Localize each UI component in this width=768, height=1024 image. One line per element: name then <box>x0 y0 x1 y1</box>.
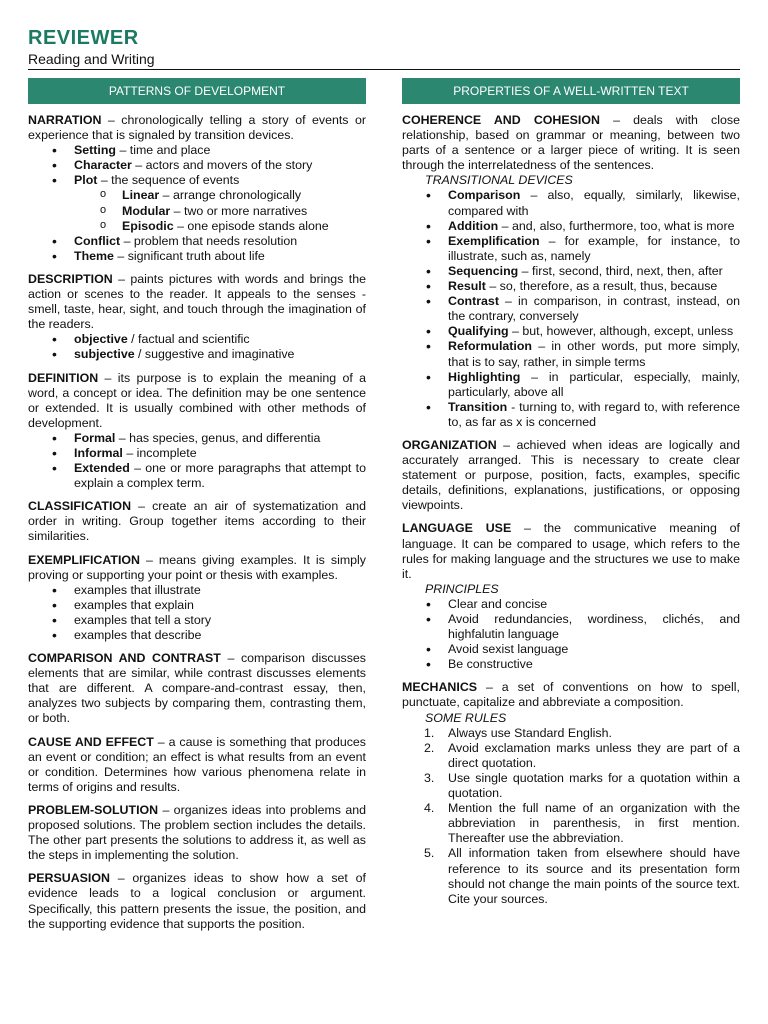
section-coherence <box>402 113 740 430</box>
narration-text: – chronologically telling a story of events or experience that is signaled by transition devices. <box>28 113 366 143</box>
some-rules-heading: SOME RULES <box>425 710 507 725</box>
item-text: – incomplete <box>122 445 197 460</box>
sublist-item <box>28 188 366 203</box>
organization-text: – achieved when ideas are logically and accurately arranged. This is necessary to create clear statement or purpose, position, facts, examples, specific details, definitions, explanations, justifications, or opposing viewpoints. <box>402 437 740 513</box>
section-exemplification <box>28 553 366 644</box>
coherence-paragraph <box>402 113 740 173</box>
transitional-devices-list <box>402 188 740 430</box>
list-item <box>402 324 740 339</box>
item-term: Qualifying <box>448 324 509 339</box>
item-text: Always use Standard English. <box>448 725 612 740</box>
item-text: Mention the full name of an organization with the abbreviation in parenthesis, in first mention. Thereafter use the abbreviation. <box>448 801 740 846</box>
definition-term: DEFINITION <box>28 370 99 385</box>
definition-paragraph <box>28 371 366 431</box>
narration-paragraph <box>28 113 366 143</box>
item-text: - turning to, with regard to, with reference to, as far as x is concerned <box>448 399 740 429</box>
item-text: – one episode stands alone <box>173 218 329 233</box>
classification-text: – create an air of systematization and order in writing. Group together items according to their similarities. <box>28 499 366 544</box>
item-text: – significant truth about life <box>113 248 265 263</box>
document-title: REVIEWER <box>28 27 139 49</box>
list-item <box>402 370 740 400</box>
problem-paragraph <box>28 803 366 863</box>
sublist-item <box>28 204 366 219</box>
exemplification-paragraph <box>28 553 366 583</box>
item-text: Avoid exclamation marks unless they are part of a direct quotation. <box>448 740 740 770</box>
list-item: • Avoid sexist language <box>402 642 740 657</box>
item-text: – has species, genus, and differentia <box>115 430 321 445</box>
section-banner-properties: PROPERTIES OF A WELL-WRITTEN TEXT <box>402 78 740 104</box>
list-item <box>402 846 740 906</box>
list-item <box>402 279 740 294</box>
section-definition <box>28 371 366 492</box>
item-term: Highlighting <box>448 369 521 384</box>
item-term: Reformulation <box>448 339 532 354</box>
list-item <box>402 400 740 430</box>
item-number: 5. <box>424 846 435 861</box>
item-text: – for example, for instance, to illustrate, such as, namely <box>448 233 740 263</box>
item-text: – arrange chronologically <box>159 188 302 203</box>
item-term: Exemplification <box>448 233 540 248</box>
section-banner-patterns: PATTERNS OF DEVELOPMENT <box>28 78 366 104</box>
item-term: Sequencing <box>448 263 519 278</box>
principles-list <box>402 597 740 672</box>
description-paragraph <box>28 272 366 332</box>
description-list <box>28 332 366 362</box>
left-column <box>28 78 366 940</box>
language-paragraph <box>402 521 740 581</box>
narration-list-continued <box>28 234 366 264</box>
list-item <box>402 801 740 846</box>
section-persuasion <box>28 871 366 931</box>
exemplification-list <box>28 583 366 643</box>
description-text: – paints pictures with words and brings the action or scenes to the reader. It appeals to the senses -smell, taste, hear, sight, and touch through the imagination of the readers. <box>28 271 366 332</box>
plot-sublist <box>28 188 366 233</box>
item-text: – in comparison, in contrast, instead, on the contrary, conversely <box>448 294 740 324</box>
list-item <box>402 771 740 801</box>
problem-term: PROBLEM-SOLUTION <box>28 802 159 817</box>
item-number: 3. <box>424 770 435 785</box>
narration-list <box>28 143 366 188</box>
persuasion-paragraph <box>28 871 366 931</box>
item-term: Formal <box>74 430 116 445</box>
list-item: • Avoid redundancies, wordiness, clichés, and highfalutin language <box>402 612 740 642</box>
right-column <box>402 78 740 915</box>
list-item <box>28 158 366 173</box>
list-item <box>402 294 740 324</box>
list-item <box>402 219 740 234</box>
cause-text: – a cause is something that produces an event or condition; an effect is what results from an event or condition. Determines how various phenomena relate in terms of origins and results. <box>28 734 367 794</box>
list-item <box>28 446 366 461</box>
rules-list <box>402 726 740 907</box>
organization-paragraph <box>402 438 740 513</box>
item-text: – but, however, although, except, unless <box>508 324 734 339</box>
item-text: – in particular, especially, mainly, particularly, above all <box>448 369 740 399</box>
section-narration <box>28 113 366 264</box>
header-divider <box>28 69 740 70</box>
cause-paragraph <box>28 735 366 795</box>
persuasion-term: PERSUASION <box>28 871 110 886</box>
classification-paragraph <box>28 499 366 544</box>
item-term: Conflict <box>74 233 121 248</box>
item-term: Episodic <box>122 218 174 233</box>
principles-heading: PRINCIPLES <box>425 581 499 596</box>
item-term: Plot <box>74 173 98 188</box>
item-term: Addition <box>448 218 499 233</box>
list-item: • examples that explain <box>28 598 366 613</box>
description-term: DESCRIPTION <box>28 271 113 286</box>
item-number: 4. <box>424 801 435 816</box>
list-item <box>402 264 740 279</box>
section-mechanics <box>402 680 740 906</box>
exemplification-term: EXEMPLIFICATION <box>28 552 140 567</box>
section-language-use <box>402 521 740 672</box>
item-term: Character <box>74 158 132 173</box>
definition-text: – its purpose is to explain the meaning of a word, a concept or idea. The definition may be one sentence or extended. It is usually combined with other methods of development. <box>28 370 366 430</box>
item-term: objective <box>74 332 128 347</box>
list-item <box>28 249 366 264</box>
item-term: Comparison <box>448 188 521 203</box>
comparison-text: – comparison discusses elements that are similar, while contrast discusses elements that are different. A compare-and-contrast essay, then, analyzes two subjects by comparing them, contrasting them, or both. <box>28 651 366 726</box>
mechanics-text: – a set of conventions on how to spell, punctuate, capitalize and abbreviate a composition. <box>402 680 740 710</box>
definition-list <box>28 431 366 491</box>
list-item <box>28 332 366 347</box>
item-text: / suggestive and imaginative <box>134 347 295 362</box>
transitional-devices-heading: TRANSITIONAL DEVICES <box>425 173 573 188</box>
list-item <box>28 347 366 362</box>
item-text: – and, also, furthermore, too, what is more <box>498 218 735 233</box>
list-item: • Be constructive <box>402 657 740 672</box>
item-text: – actors and movers of the story <box>131 158 313 173</box>
item-text: – first, second, third, next, then, after <box>518 263 723 278</box>
item-text: – problem that needs resolution <box>120 233 298 248</box>
list-item: • examples that tell a story <box>28 613 366 628</box>
comparison-paragraph <box>28 651 366 726</box>
item-term: Setting <box>74 143 116 158</box>
list-item <box>28 173 366 188</box>
list-item <box>402 741 740 771</box>
item-term: subjective <box>74 347 135 362</box>
section-cause-effect <box>28 735 366 795</box>
section-problem-solution <box>28 803 366 863</box>
item-text: – also, equally, similarly, likewise, compared with <box>448 188 740 218</box>
section-classification <box>28 499 366 544</box>
item-text: – time and place <box>116 143 211 158</box>
problem-text: – organizes ideas into problems and proposed solutions. The problem section includes the details. The other part presents the solutions to address it, as well as the steps in implementing the solution. <box>28 802 366 863</box>
list-item: • examples that describe <box>28 628 366 643</box>
item-text: / factual and scientific <box>127 332 250 347</box>
section-description <box>28 272 366 363</box>
list-item <box>402 339 740 369</box>
mechanics-term: MECHANICS <box>402 680 478 695</box>
item-text: – one or more paragraphs that attempt to explain a complex term. <box>74 461 366 491</box>
item-text: – the sequence of events <box>97 173 240 188</box>
item-term: Extended <box>74 461 130 476</box>
mechanics-paragraph <box>402 680 740 710</box>
list-item <box>28 431 366 446</box>
language-text: – the communicative meaning of language. It can be compared to usage, which refers to the rules for making language and the structures we use to make it. <box>402 521 740 581</box>
list-item <box>28 461 366 491</box>
item-number: 1. <box>424 725 435 740</box>
narration-term: NARRATION <box>28 113 102 127</box>
item-term: Contrast <box>448 294 499 309</box>
coherence-text: – deals with close relationship, based on grammar or meaning, between two parts of a sentence or a larger piece of writing. It is seen through the interrelatedness of the sentences. <box>402 113 740 173</box>
classification-term: CLASSIFICATION <box>28 499 132 514</box>
item-text: – in other words, put more simply, that is to say, rather, in simple terms <box>448 339 740 369</box>
list-item: • Clear and concise <box>402 597 740 612</box>
document-subtitle: Reading and Writing <box>28 51 155 67</box>
item-text: All information taken from elsewhere should have reference to its source and its presentation form should not change the main points of the source text. Cite your sources. <box>448 846 740 906</box>
section-organization <box>402 438 740 513</box>
item-term: Modular <box>122 203 171 218</box>
persuasion-text: – organizes ideas to show how a set of evidence leads to a logical conclusion or argument. Specifically, this pattern presents the issue, the position, and the supporting evidence that supports the position. <box>28 871 366 931</box>
item-number: 2. <box>424 740 435 755</box>
item-term: Result <box>448 279 486 294</box>
item-term: Transition <box>448 399 508 414</box>
list-item <box>402 234 740 264</box>
sublist-item <box>28 219 366 234</box>
list-item <box>402 188 740 218</box>
exemplification-text: – means giving examples. It is simply proving or supporting your point or thesis with examples. <box>28 552 366 582</box>
list-item <box>28 234 366 249</box>
item-text: Use single quotation marks for a quotation within a quotation. <box>448 770 740 801</box>
list-item: • examples that illustrate <box>28 583 366 598</box>
language-term: LANGUAGE USE <box>402 521 512 536</box>
item-term: Informal <box>74 445 123 460</box>
item-text: – so, therefore, as a result, thus, because <box>485 279 718 294</box>
section-comparison-contrast <box>28 651 366 726</box>
coherence-term: COHERENCE AND COHESION <box>402 113 600 127</box>
cause-term: CAUSE AND EFFECT <box>28 734 154 749</box>
comparison-term: COMPARISON AND CONTRAST <box>28 651 221 666</box>
item-text: – two or more narratives <box>170 203 308 218</box>
list-item <box>28 143 366 158</box>
organization-term: ORGANIZATION <box>402 437 497 452</box>
list-item <box>402 726 740 741</box>
item-term: Linear <box>122 188 160 203</box>
item-term: Theme <box>74 248 114 263</box>
